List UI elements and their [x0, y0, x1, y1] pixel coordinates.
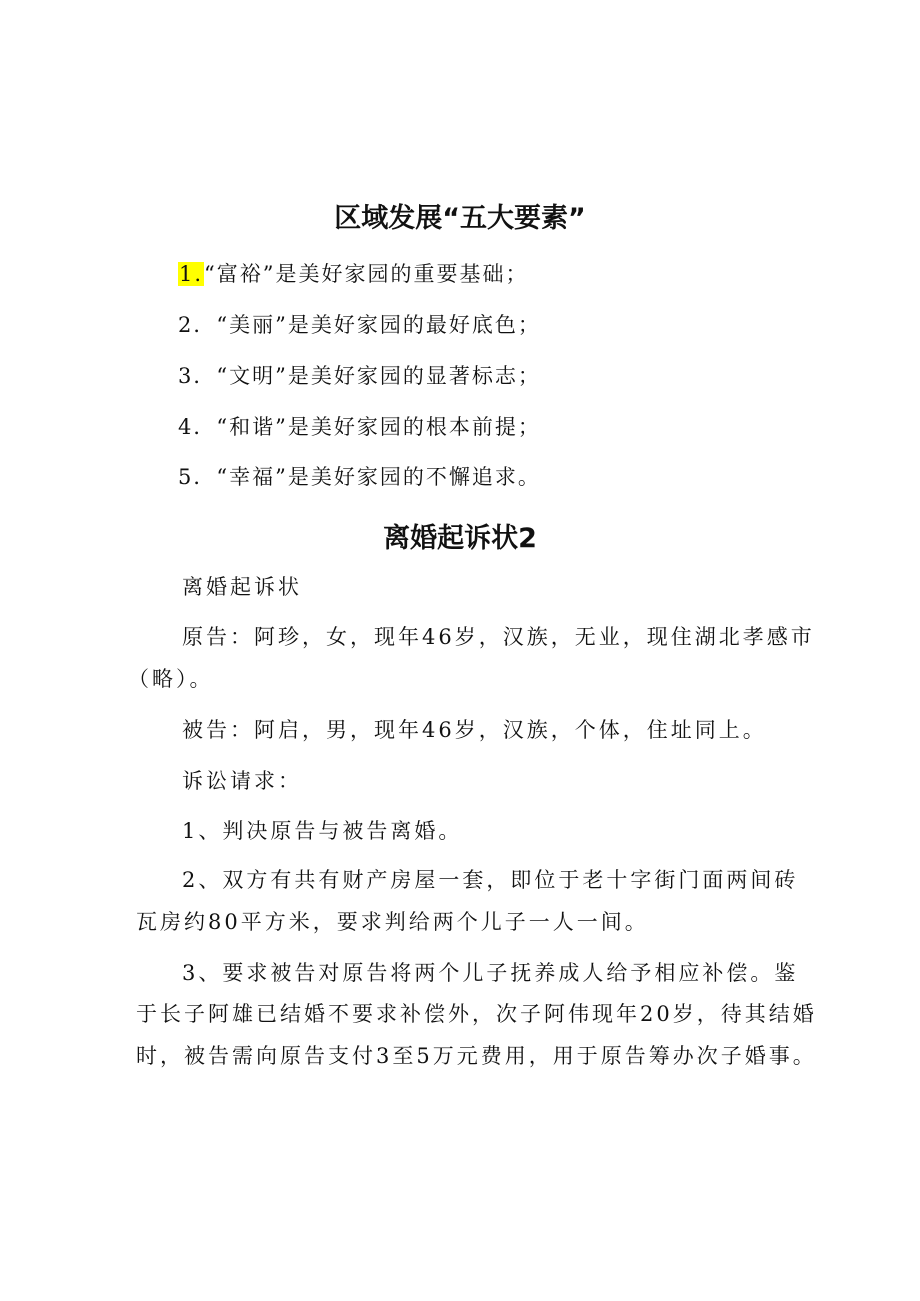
claim-2-line1: 2、双方有共有财产房屋一套，即位于老十字街门面两间砖	[182, 868, 799, 892]
list-item	[178, 258, 529, 288]
claim-1: 1、判决原告与被告离婚。	[182, 819, 463, 843]
plaintiff-line1: 原告：阿珍，女，现年46岁，汉族，无业，现住湖北孝感市	[182, 625, 815, 649]
section2-title: 离婚起诉状2	[383, 523, 537, 554]
list-item-number: 1.	[179, 262, 204, 286]
plaintiff-line2: （略）。	[128, 667, 214, 691]
claim-3-line2: 于长子阿雄已结婚不要求补偿外，次子阿伟现年20岁，待其结婚	[136, 1002, 817, 1026]
list-item-text: “幸福”是美好家园的不懈追求。	[216, 465, 541, 489]
list-item-number: 3．	[178, 364, 217, 388]
claim-2-line2: 瓦房约80平方米，要求判给两个儿子一人一间。	[136, 910, 649, 934]
list-item-text: “文明”是美好家园的显著标志；	[216, 364, 541, 388]
list-item-text: “和谐”是美好家园的根本前提；	[216, 415, 541, 439]
section1-title: 区域发展“五大要素”	[334, 203, 586, 234]
defendant-line: 被告：阿启，男，现年46岁，汉族，个体，住址同上。	[182, 718, 767, 742]
claims-label: 诉讼请求：	[182, 769, 302, 793]
document-heading: 离婚起诉状	[182, 575, 302, 599]
list-item	[178, 411, 541, 441]
list-item-text: “富裕”是美好家园的重要基础；	[204, 262, 529, 286]
list-item	[178, 360, 541, 390]
list-item-number: 5．	[178, 465, 217, 489]
list-item-number: 4．	[178, 415, 217, 439]
claim-3-line1: 3、要求被告对原告将两个儿子抚养成人给予相应补偿。鉴	[182, 961, 799, 985]
claim-3-line3: 时，被告需向原告支付3至5万元费用，用于原告筹办次子婚事。	[136, 1044, 817, 1068]
list-item-text: “美丽”是美好家园的最好底色；	[216, 313, 541, 337]
list-item	[178, 309, 541, 339]
list-item	[178, 461, 541, 491]
list-item-number: 2．	[178, 313, 217, 337]
